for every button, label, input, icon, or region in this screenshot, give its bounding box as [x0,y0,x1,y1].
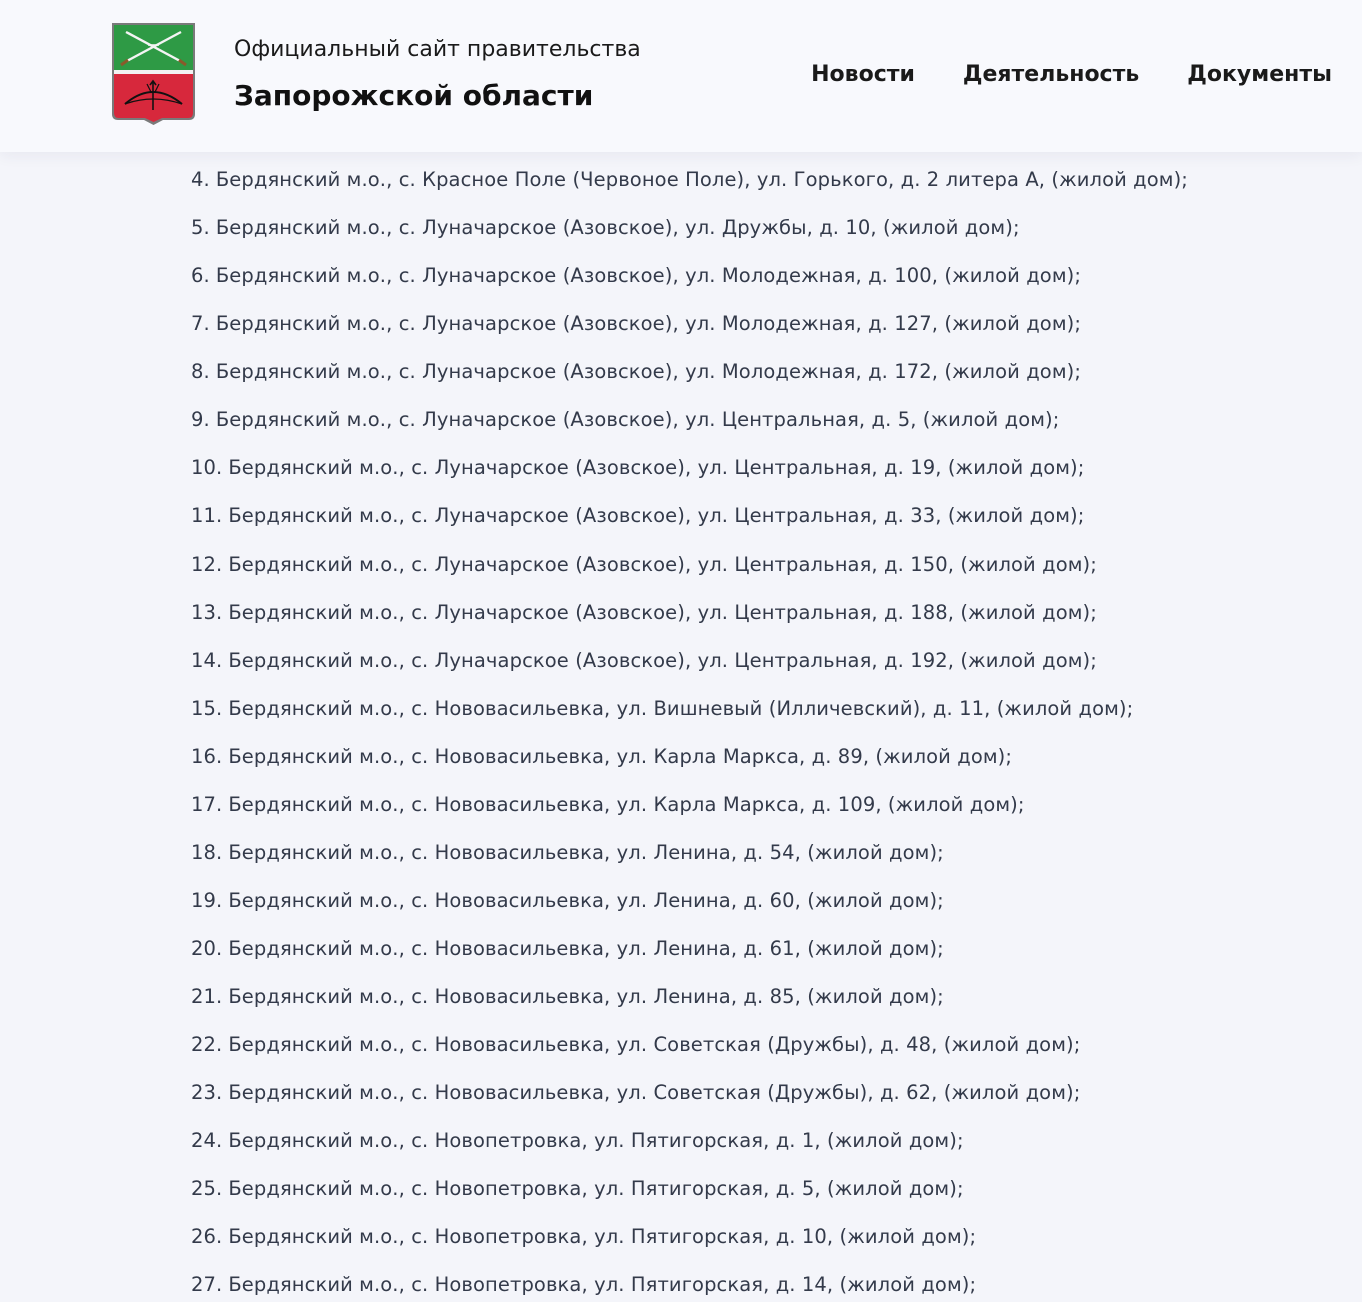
main-nav [811,62,1332,88]
list-item [191,793,1025,817]
coat-of-arms-icon [111,22,196,126]
list-item-text: Бердянский м.о., с. Луначарское (Азовское), ул. Молодежная, д. 127, (жилой дом); [215,312,1082,335]
list-item [191,601,1097,625]
list-item [191,1177,964,1201]
coat-of-arms-logo[interactable] [111,22,196,126]
list-item-text: Бердянский м.о., с. Луначарское (Азовское), ул. Центральная, д. 19, (жилой дом); [228,456,1085,479]
list-item [191,456,1084,480]
site-title[interactable]: Запорожской области [234,79,594,112]
list-item [191,1273,976,1297]
list-item-text: Бердянский м.о., с. Нововасильевка, ул. Ленина, д. 60, (жилой дом); [228,889,944,912]
list-item-text: Бердянский м.о., с. Нововасильевка, ул. Карла Маркса, д. 89, (жилой дом); [228,745,1013,768]
list-item [191,745,1012,769]
list-item-text: Бердянский м.о., с. Новопетровка, ул. Пятигорская, д. 14, (жилой дом); [228,1273,977,1296]
list-item-text: Бердянский м.о., с. Новопетровка, ул. Пятигорская, д. 1, (жилой дом); [228,1129,964,1152]
list-item-number: 9. [191,408,210,431]
list-item [191,1081,1080,1105]
list-item-text: Бердянский м.о., с. Луначарское (Азовское), ул. Центральная, д. 192, (жилой дом); [228,649,1097,672]
list-item-text: Бердянский м.о., с. Новопетровка, ул. Пятигорская, д. 5, (жилой дом); [228,1177,964,1200]
site-subtitle: Официальный сайт правительства [234,37,641,62]
list-item-text: Бердянский м.о., с. Нововасильевка, ул. Вишневый (Илличевский), д. 11, (жилой дом); [228,697,1134,720]
list-item-number: 27. [191,1273,223,1296]
list-item [191,216,1020,240]
list-item-text: Бердянский м.о., с. Нововасильевка, ул. Советская (Дружбы), д. 62, (жилой дом); [228,1081,1081,1104]
list-item-number: 23. [191,1081,223,1104]
list-item [191,1129,964,1153]
list-item [191,264,1081,288]
list-item-text: Бердянский м.о., с. Нововасильевка, ул. Ленина, д. 54, (жилой дом); [228,841,944,864]
list-item-number: 16. [191,745,223,768]
list-item-number: 18. [191,841,223,864]
list-item [191,889,944,913]
list-item-number: 8. [191,360,210,383]
nav-item-news[interactable]: Новости [811,62,915,87]
list-item-number: 14. [191,649,223,672]
list-item [191,1225,976,1249]
list-item [191,312,1081,336]
list-item [191,168,1188,192]
list-item [191,697,1133,721]
list-item [191,1033,1080,1057]
list-item [191,937,944,961]
list-item-text: Бердянский м.о., с. Новопетровка, ул. Пятигорская, д. 10, (жилой дом); [228,1225,977,1248]
list-item-number: 10. [191,456,223,479]
list-item-number: 11. [191,504,223,527]
list-item [191,408,1059,432]
list-item-number: 4. [191,168,210,191]
list-item-number: 19. [191,889,223,912]
list-item-number: 13. [191,601,223,624]
list-item [191,841,944,865]
list-item-number: 17. [191,793,223,816]
list-item [191,553,1097,577]
list-item-number: 5. [191,216,210,239]
list-item-number: 22. [191,1033,223,1056]
list-item-number: 24. [191,1129,223,1152]
list-item [191,985,944,1009]
list-item-text: Бердянский м.о., с. Луначарское (Азовское), ул. Молодежная, д. 100, (жилой дом); [215,264,1082,287]
list-item-text: Бердянский м.о., с. Нововасильевка, ул. Ленина, д. 85, (жилой дом); [228,985,944,1008]
list-item-text: Бердянский м.о., с. Луначарское (Азовское), ул. Дружбы, д. 10, (жилой дом); [215,216,1020,239]
list-item-number: 21. [191,985,223,1008]
list-item-text: Бердянский м.о., с. Нововасильевка, ул. Карла Маркса, д. 109, (жилой дом); [228,793,1025,816]
list-item-text: Бердянский м.о., с. Луначарское (Азовское), ул. Центральная, д. 150, (жилой дом); [228,553,1097,576]
list-item-number: 12. [191,553,223,576]
list-item-number: 26. [191,1225,223,1248]
list-item-text: Бердянский м.о., с. Нововасильевка, ул. Советская (Дружбы), д. 48, (жилой дом); [228,1033,1081,1056]
nav-item-documents[interactable]: Документы [1187,62,1332,87]
list-item [191,649,1097,673]
list-item-text: Бердянский м.о., с. Красное Поле (Червоное Поле), ул. Горького, д. 2 литера А, (жилой дом); [215,168,1188,191]
list-item-text: Бердянский м.о., с. Луначарское (Азовское), ул. Молодежная, д. 172, (жилой дом); [215,360,1082,383]
list-item-number: 6. [191,264,210,287]
site-header [0,0,1362,152]
list-item [191,504,1084,528]
list-item-text: Бердянский м.о., с. Луначарское (Азовское), ул. Центральная, д. 188, (жилой дом); [228,601,1097,624]
list-item-text: Бердянский м.о., с. Луначарское (Азовское), ул. Центральная, д. 5, (жилой дом); [215,408,1060,431]
list-item-number: 15. [191,697,223,720]
nav-item-activity[interactable]: Деятельность [962,62,1140,87]
list-item-number: 20. [191,937,223,960]
list-item-text: Бердянский м.о., с. Луначарское (Азовское), ул. Центральная, д. 33, (жилой дом); [228,504,1085,527]
list-item [191,360,1081,384]
list-item-text: Бердянский м.о., с. Нововасильевка, ул. Ленина, д. 61, (жилой дом); [228,937,944,960]
list-item-number: 25. [191,1177,223,1200]
list-item-number: 7. [191,312,210,335]
